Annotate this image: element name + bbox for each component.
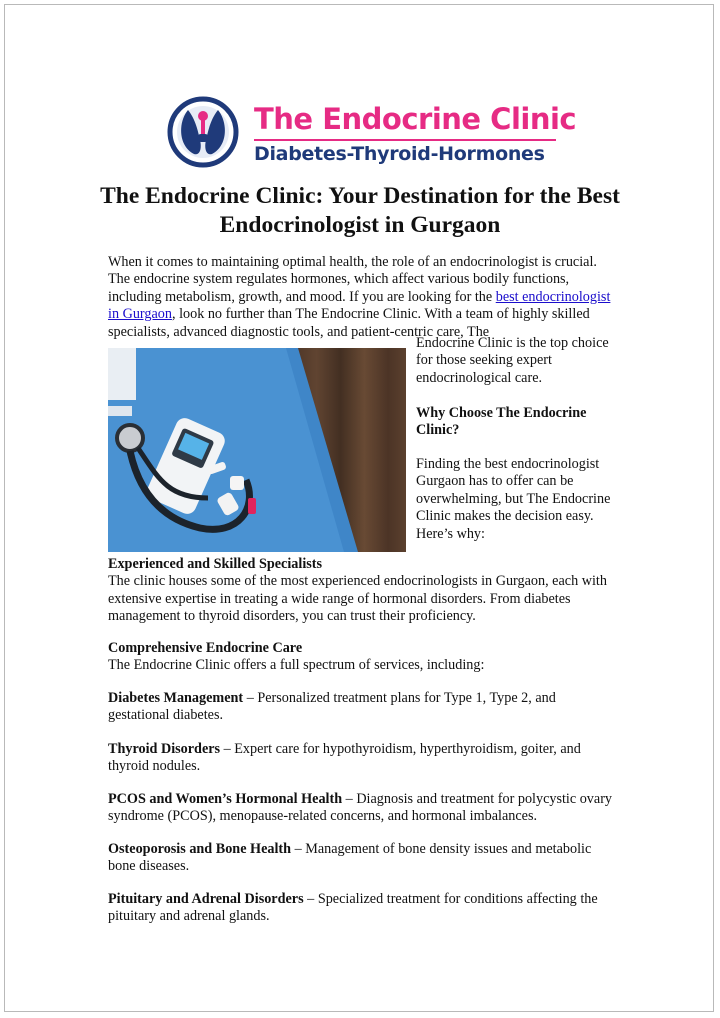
logo-title: The Endocrine Clinic xyxy=(254,102,577,136)
service-name: Diabetes Management xyxy=(108,690,244,706)
service-name: PCOS and Women’s Hormonal Health xyxy=(108,791,343,807)
service-item xyxy=(108,690,618,725)
why-choose-heading: Why Choose The Endocrine Clinic? xyxy=(416,405,587,439)
stethoscope-glucometer-photo xyxy=(108,348,406,552)
intro-paragraph xyxy=(108,254,618,341)
endocrinologist-link[interactable]: best endocrinologist in Gurgaon xyxy=(108,288,611,323)
service-item xyxy=(108,741,618,776)
thyroid-logo-icon xyxy=(160,96,246,168)
logo-tagline: Diabetes-Thyroid-Hormones xyxy=(254,143,545,165)
intro-text-after: , look no further than The Endocrine Clinic. With a team of highly skilled specialists, advanced diagnostic tools, and patient-centric care, The xyxy=(108,306,590,340)
logo-divider xyxy=(254,139,556,141)
intro-continuation: Endocrine Clinic is the top choice for those seeking expert endocrinological care. xyxy=(416,335,609,386)
service-item xyxy=(108,841,618,876)
service-desc: – Expert care for hypothyroidism, hyperthyroidism, goiter, and thyroid nodules. xyxy=(108,741,581,775)
specialists-section xyxy=(108,556,618,626)
page-title: The Endocrine Clinic: Your Destination for the Best Endocrinologist in Gurgaon xyxy=(100,183,620,238)
specialists-heading: Experienced and Skilled Specialists xyxy=(108,556,323,572)
clinic-logo xyxy=(160,96,577,168)
service-desc: – Management of bone density issues and metabolic bone diseases. xyxy=(108,841,592,875)
care-text: The Endocrine Clinic offers a full spectrum of services, including: xyxy=(108,657,485,674)
service-item xyxy=(108,891,618,926)
service-desc: – Personalized treatment plans for Type 1, Type 2, and gestational diabetes. xyxy=(108,690,556,724)
service-desc: – Diagnosis and treatment for polycystic ovary syndrome (PCOS), menopause-related concerns, and hormonal imbalances. xyxy=(108,791,613,825)
specialists-text: The clinic houses some of the most experienced endocrinologists in Gurgaon, each with extensive expertise in treating a wide range of hormonal disorders. From diabetes management to thyroid disorders, you can trust their proficiency. xyxy=(108,573,607,625)
care-section xyxy=(108,640,618,675)
service-desc: – Specialized treatment for conditions affecting the pituitary and adrenal glands. xyxy=(108,891,598,925)
service-item xyxy=(108,791,618,826)
service-name: Pituitary and Adrenal Disorders xyxy=(108,891,304,907)
service-name: Thyroid Disorders xyxy=(108,741,221,757)
service-name: Osteoporosis and Bone Health xyxy=(108,841,292,857)
why-choose-text: Finding the best endocrinologist Gurgaon has to offer can be overwhelming, but The Endocrine Clinic makes the decision easy. Here’s why: xyxy=(416,456,611,542)
intro-text-before: When it comes to maintaining optimal health, the role of an endocrinologist is crucial. The endocrine system regulates hormones, which affect various bodily functions, including metabolism, growth, and mood. If you are looking for the xyxy=(108,254,597,305)
care-heading: Comprehensive Endocrine Care xyxy=(108,640,303,656)
